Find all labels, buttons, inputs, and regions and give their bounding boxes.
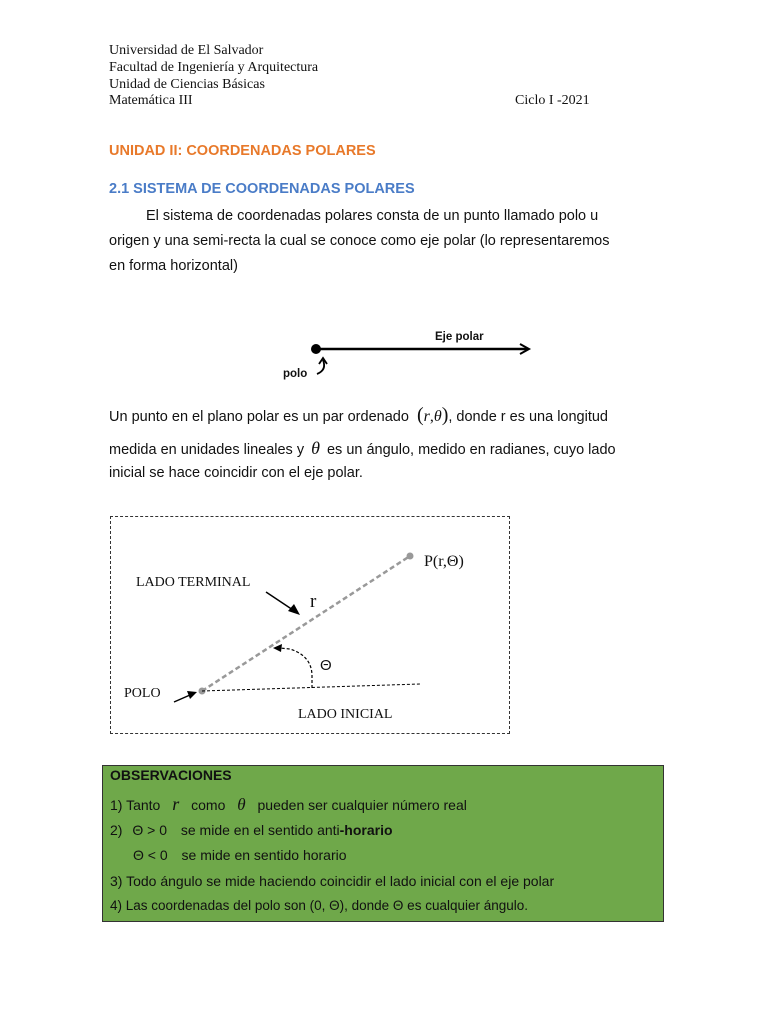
observation-2b [133, 847, 347, 863]
obs2b-text: se mide en sentido horario [181, 847, 347, 863]
theta-label: Θ [320, 657, 332, 674]
observation-4: 4) Las coordenadas del polo son (0, Θ), donde Θ es cualquier ángulo. [110, 898, 529, 913]
polo-label: POLO [124, 686, 161, 701]
axis-label: Eje polar [435, 331, 484, 343]
point-p-dot [407, 553, 414, 560]
pair-comma: , [429, 408, 434, 425]
initial-label: LADO INICIAL [298, 707, 393, 722]
point-text-line-2 [109, 438, 616, 459]
obs1-theta: θ [237, 795, 246, 814]
polar-axis-diagram [270, 322, 560, 388]
header-cycle: Ciclo I -2021 [515, 93, 590, 108]
angle-arc [280, 648, 312, 688]
point-label: P(r,Θ) [424, 553, 464, 570]
pole-arrow-head [187, 691, 197, 699]
line1-before: Un punto en el plano polar es un par ordenado [109, 409, 409, 425]
obs2a-bold: -horario [339, 822, 393, 838]
obs1-r: r [172, 794, 180, 814]
header-course: Matemática III [109, 93, 193, 108]
unit-title: UNIDAD II: COORDENADAS POLARES [109, 143, 376, 159]
pole-arrow [174, 695, 190, 702]
intro-line-1: El sistema de coordenadas polares consta de un punto llamado polo u [146, 208, 599, 224]
header-unit: Unidad de Ciencias Básicas [109, 77, 265, 92]
observation-2a [110, 822, 393, 838]
terminal-arrow [266, 592, 293, 610]
pair-close: ) [441, 404, 449, 426]
obs2-prefix: 2) [110, 822, 123, 838]
obs2b-cond: Θ < 0 [133, 847, 168, 863]
intro-line-2: origen y una semi-recta la cual se conoce como eje polar (lo representaremos [109, 233, 610, 249]
obs1-after: pueden ser cualquier número real [257, 797, 467, 813]
initial-side [202, 684, 420, 691]
header-faculty: Facultad de Ingeniería y Arquitectura [109, 60, 319, 75]
header-university: Universidad de El Salvador [109, 43, 264, 58]
observations-title: OBSERVACIONES [110, 767, 232, 783]
obs1-before: 1) Tanto [110, 797, 161, 813]
line1-after: , donde r es una longitud [448, 409, 608, 425]
intro-line-3: en forma horizontal) [109, 258, 238, 274]
pair-theta: θ [433, 408, 442, 425]
theta-symbol: θ [311, 438, 320, 458]
obs1-mid: como [191, 797, 226, 813]
pair-open: ( [416, 404, 424, 426]
observation-1 [110, 794, 467, 815]
point-text-line-3: inicial se hace coincidir con el eje polar. [109, 465, 363, 481]
pole-label: polo [283, 368, 308, 380]
pair-r: r [423, 408, 430, 425]
r-label: r [310, 591, 317, 612]
observations-box [102, 765, 664, 922]
angle-diagram [110, 516, 510, 734]
pole-dot [311, 344, 321, 354]
line2-before: medida en unidades lineales y [109, 442, 305, 458]
terminal-label: LADO TERMINAL [136, 575, 251, 590]
angle-arc-head [273, 644, 282, 652]
obs2a-text: se mide en el sentido anti [180, 822, 340, 838]
section-title: 2.1 SISTEMA DE COORDENADAS POLARES [109, 181, 415, 197]
obs2a-cond: Θ > 0 [132, 822, 167, 838]
observation-3: 3) Todo ángulo se mide haciendo coincidir el lado inicial con el eje polar [110, 873, 555, 889]
point-text-line-1 [109, 404, 608, 427]
terminal-arrow-head [288, 604, 300, 615]
line2-after: es un ángulo, medido en radianes, cuyo lado [326, 442, 616, 458]
